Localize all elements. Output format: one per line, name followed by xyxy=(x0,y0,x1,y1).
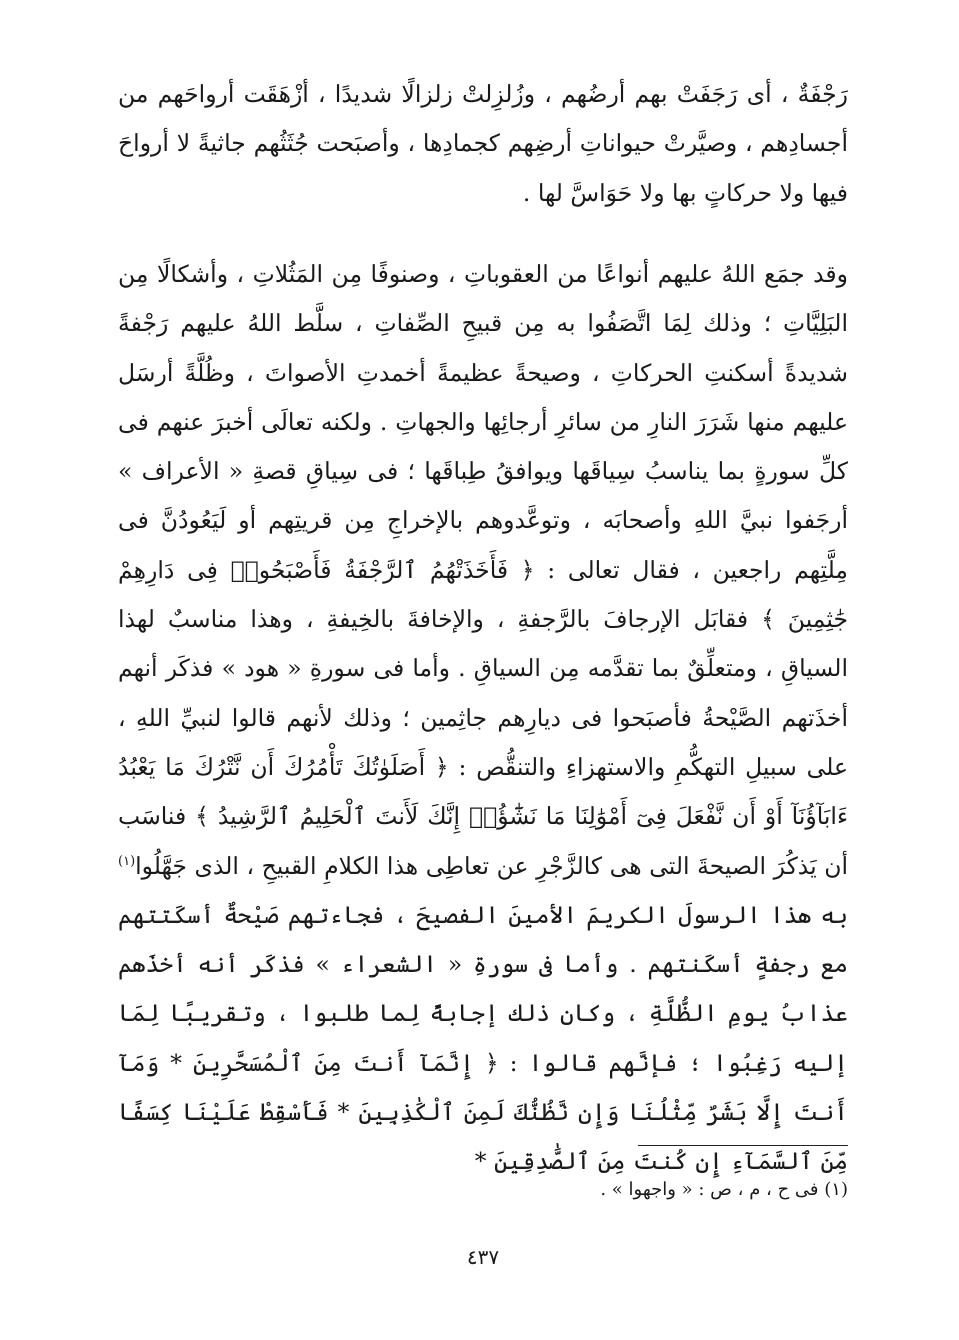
footnote-separator xyxy=(638,1145,848,1146)
footnote: (١) فى ح ، م ، ص : « واجهوا » . xyxy=(600,1179,848,1200)
book-page xyxy=(118,70,848,1270)
footnote-reference: (١) xyxy=(118,853,136,869)
paragraph-2-continuation: به هذا الرسولَ الكريمَ الأمينَ الفصيحَ ، فجاءتهم صَيْحةٌ أسكَتتهم مع رجفةٍ أسكَنتهم . وأما فى سورةِ « الشعراء » فذكَر أنه أخذَهم عذابُ يومِ الظُّلَّةِ ، وكان ذلك إجابةً لِما طلبوا ، وتقريبًا لِمَا إليه رَغِبُوا ؛ فإنَّهم قالوا : ﴿ إِنَّمَآ أَنتَ مِنَ ٱلْمُسَحَّرِينَ * وَمَآ أَنتَ إِلَّا بَشَرٌ مِّثْلُنَا وَإِن نَّظُنُّكَ لَمِنَ ٱلْكَٰذِبِينَ * فَأَسْقِطْ عَلَيْنَا كِسَفًا مِّنَ ٱلسَّمَآءِ إِن كُنتَ مِنَ ٱلصَّٰدِقِينَ * xyxy=(118,900,848,1176)
paragraph-2 xyxy=(118,250,848,1187)
paragraph-2-text: وقد جمَع اللهُ عليهم أنواعًا من العقوباتِ ، وصنوفًا مِن المَثُلاتِ ، وأشكالًا مِن البَلِيَّاتِ ؛ وذلك لِمَا اتَّصَفُوا به مِن قبيحِ الصِّفاتِ ، سلَّط اللهُ عليهم رَجْفةً شديدةً أسكنتِ الحركاتِ ، وصيحةً عظيمةً أخمدتِ الأصواتَ ، وظُلَّةً أرسَل عليهم منها شَرَرَ النارِ من سائرِ أرجائِها والجهاتِ . ولكنه تعالَى أخبرَ عنهم فى كلِّ سورةٍ بما يناسبُ سِياقَها ويوافقُ طِباقَها ؛ فى سِياقِ قصةِ « الأعراف » أرجَفوا نبيَّ اللهِ وأصحابَه ، وتوعَّدوهم بالإخراجِ مِن قريتِهم أو لَيَعُودُنَّ فى مِلَّتِهم راجعين ، فقال تعالى : ﴿ فَأَخَذَتْهُمُ ٱلرَّجْفَةُ فَأَصْبَحُوا۟ فِى دَارِهِمْ جَٰثِمِينَ ﴾ فقابَل الإرجافَ بالرَّجفةِ ، والإخافةَ بالخِيفةِ ، وهذا مناسبٌ لهذا السياقِ ، ومتعلِّقٌ بما تقدَّمه مِن السياقِ . وأما فى سورةِ « هود » فذكَر أنهم أخذَتهم الصَّيْحةُ فأصبَحوا فى ديارِهم جاثِمين ؛ وذلك لأنهم قالوا لنبيِّ اللهِ ، على سبيلِ التهكُّمِ والاستهزاءِ والتنقُّص : ﴿ أَصَلَوٰتُكَ تَأْمُرُكَ أَن نَّتْرُكَ مَا يَعْبُدُ ءَابَآؤُنَآ أَوْ أَن نَّفْعَلَ فِىٓ أَمْوَٰلِنَا مَا نَشَٰٓؤُا۟ إِنَّكَ لَأَنتَ ٱلْحَلِيمُ ٱلرَّشِيدُ ﴾ فناسَب أن يَذكُرَ الصيحةَ التى هى كالزَّجْرِ عن تعاطِى هذا الكلامِ القبيحِ ، الذى جَهَّلُوا xyxy=(118,260,848,880)
paragraph-1: رَجْفَةٌ ، أى رَجَفَتْ بهم أرضُهم ، وزُلزِلتْ زلزالًا شديدًا ، أزْهَقَت أرواحَهم من أجسادِهم ، وصيَّرتْ حيواناتِ أرضِهم كجمادِها ، وأصبَحت جُثَثُهم جاثيةً لا أرواحَ فيها ولا حركاتٍ بها ولا حَوَاسَّ لها . xyxy=(118,80,848,207)
page-number: ٤٣٧ xyxy=(466,1245,500,1269)
